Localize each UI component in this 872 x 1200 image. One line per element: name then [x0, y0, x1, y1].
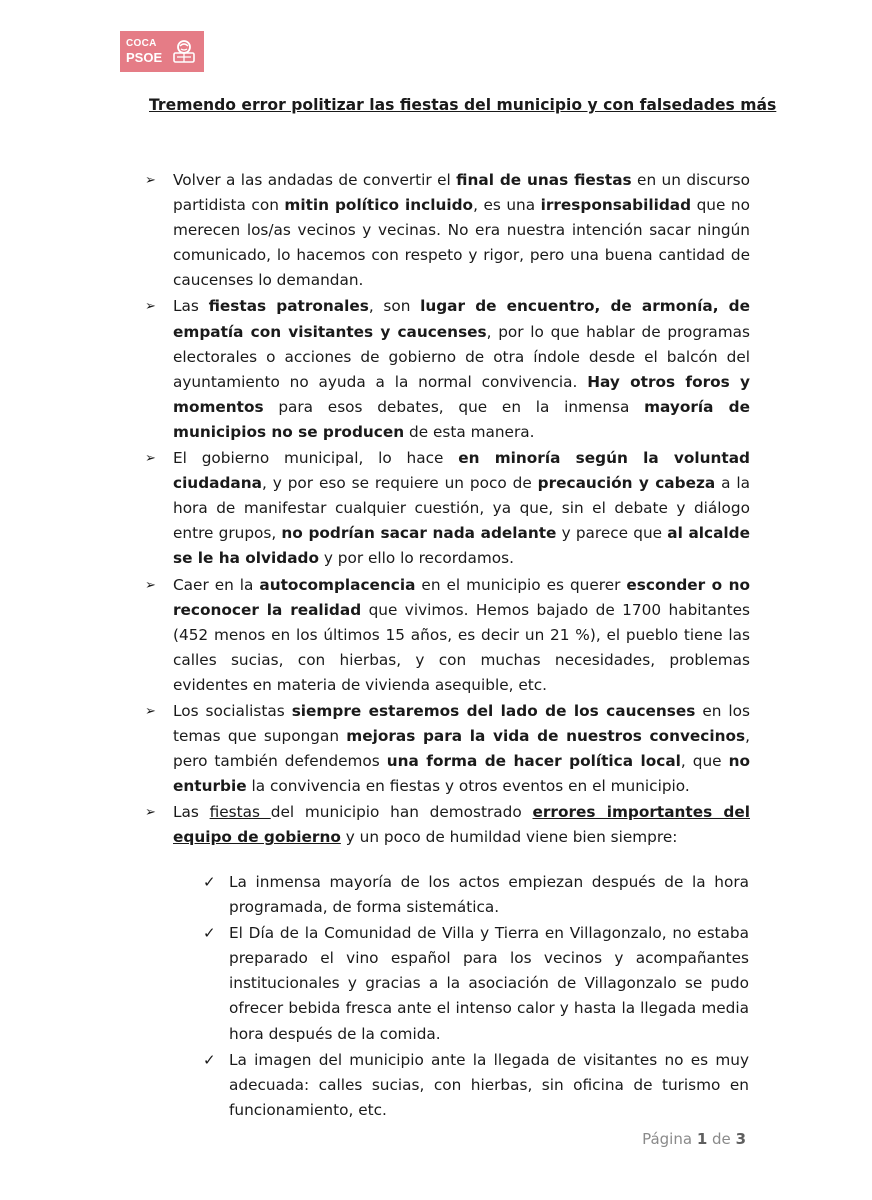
checklist [203, 870, 749, 1124]
bold-text: precaución y cabeza [537, 474, 716, 493]
arrowhead-bullet-icon: ➢ [145, 703, 156, 719]
bold-text: autocomplacencia [259, 575, 416, 594]
bold-text: mayoría de municipios no se producen [173, 397, 750, 441]
bullet-item [145, 294, 750, 445]
bold-text: lugar de encuentro, de armonía, de empatía con visitantes y caucenses [173, 297, 750, 341]
logo-text [126, 39, 162, 64]
text-segment: en un discurso partidista con [173, 171, 750, 215]
psoe-coca-logo [120, 31, 204, 72]
total-pages: 3 [735, 1130, 746, 1148]
bold-text: fiestas patronales [208, 297, 369, 316]
text-segment: , que [680, 752, 729, 771]
text-segment: del municipio han demostrado [270, 803, 533, 822]
document-title: Tremendo error politizar las fiestas del municipio y con falsedades más [149, 96, 777, 114]
text-segment: , pero también defendemos [173, 727, 750, 771]
bold-text: no podrían sacar nada adelante [281, 524, 557, 543]
text-segment: a la hora de manifestar cualquier cuestión, ya que, sin el debate y diálogo entre grupos, [173, 474, 750, 543]
check-item [203, 870, 749, 920]
bold-text: mejoras para la vida de nuestros convecinos [346, 727, 746, 746]
check-item [203, 921, 749, 1046]
page-number [642, 1130, 746, 1148]
arrowhead-bullet-icon: ➢ [145, 451, 156, 467]
text-segment: El gobierno municipal, lo hace [173, 449, 459, 468]
bullet-item [145, 800, 750, 850]
bold-text: Hay otros foros y momentos [173, 372, 750, 416]
page-separator: de [707, 1130, 736, 1148]
text-segment: que vivimos. Hemos bajado de 1700 habitantes (452 menos en los últimos 15 años, es decir un 21 %), el pueblo tiene las calles sucias, con hierbas, y con muchas necesidades, problemas evidentes en materia de vivienda asequible, etc. [173, 600, 750, 694]
text-segment: , por lo que hablar de programas electorales o acciones de gobierno de otra índole desde el balcón del ayuntamiento no ayuda a la normal convivencia. [173, 322, 750, 391]
bold-text: mitin político incluido [284, 196, 474, 215]
text-segment: Caer en la [173, 575, 260, 594]
checkmark-icon: ✓ [203, 873, 216, 891]
text-segment: en los temas que supongan [173, 701, 750, 746]
bold-text: siempre estaremos del lado de los caucenses [291, 701, 696, 720]
bold-text: en minoría según la voluntad ciudadana [173, 449, 751, 493]
text-segment: para esos debates, que en la inmensa [263, 397, 645, 416]
bold-text: final de unas fiestas [456, 171, 632, 189]
arrowhead-bullet-icon: ➢ [145, 299, 156, 315]
bold-text: esconder o no reconocer la realidad [173, 575, 750, 619]
bold-text: una forma de hacer política local [386, 752, 681, 771]
bullet-item [145, 168, 750, 293]
check-item-text: La inmensa mayoría de los actos empiezan después de la hora programada, de forma sistemática. [229, 873, 749, 917]
text-segment: la convivencia en fiestas y otros eventos en el municipio. [246, 777, 690, 796]
logo-bottom-text: PSOE [126, 50, 163, 65]
text-segment: Las [173, 803, 210, 822]
current-page: 1 [696, 1130, 708, 1148]
bold-text: al alcalde se le ha olvidado [173, 524, 750, 568]
arrowhead-bullet-icon: ➢ [145, 805, 156, 821]
arrowhead-bullet-icon: ➢ [145, 173, 156, 188]
bullet-item [145, 573, 750, 698]
text-segment: de esta manera. [404, 422, 535, 441]
text-segment: , y por eso se requiere un poco de [261, 474, 538, 493]
bullet-item [145, 446, 750, 571]
bold-text: irresponsabilidad [540, 196, 692, 215]
text-segment: Volver a las andadas de convertir el [173, 171, 457, 189]
arrowhead-bullet-icon: ➢ [145, 577, 156, 593]
checkmark-icon: ✓ [203, 924, 216, 943]
check-item-text: El Día de la Comunidad de Villa y Tierra en Villagonzalo, no estaba preparado el vino español para los vecinos y acompañantes institucionales y gracias a la asociación de Villagonzalo se pudo ofrecer bebida fresca ante el intenso calor y hasta la llegada media hora después de la comida. [229, 924, 749, 1043]
bullet-item [145, 699, 750, 799]
text-segment: y por ello lo recordamos. [319, 549, 514, 568]
bullet-list [145, 168, 750, 852]
text-segment: y parece que [556, 524, 668, 543]
text-segment: en el municipio es querer [415, 575, 627, 594]
check-item-text: La imagen del municipio ante la llegada de visitantes no es muy adecuada: calles sucias, con hierbas, sin oficina de turismo en funcionamiento, etc. [229, 1050, 749, 1119]
text-segment: y un poco de humildad viene bien siempre: [340, 828, 678, 847]
page-label: Página [642, 1130, 697, 1148]
text-segment: Las [173, 297, 209, 316]
text-segment: que no merecen los/as vecinos y vecinas. No era nuestra intención sacar ningún comunicado, lo hacemos con respeto y rigor, pero una buena cantidad de caucenses lo demandan. [173, 196, 750, 290]
underlined-text: fiestas [209, 803, 271, 822]
text-segment: Los socialistas [173, 701, 292, 720]
bold-text: no enturbie [173, 752, 751, 796]
check-item [203, 1048, 749, 1123]
text-segment: , es una [473, 196, 541, 215]
text-segment: , son [368, 297, 421, 316]
psoe-rose-icon [173, 39, 195, 64]
bold-underlined-text: errores importantes del equipo de gobierno [173, 803, 750, 847]
checkmark-icon: ✓ [203, 1050, 216, 1069]
logo-top-text: COCA [126, 38, 157, 49]
